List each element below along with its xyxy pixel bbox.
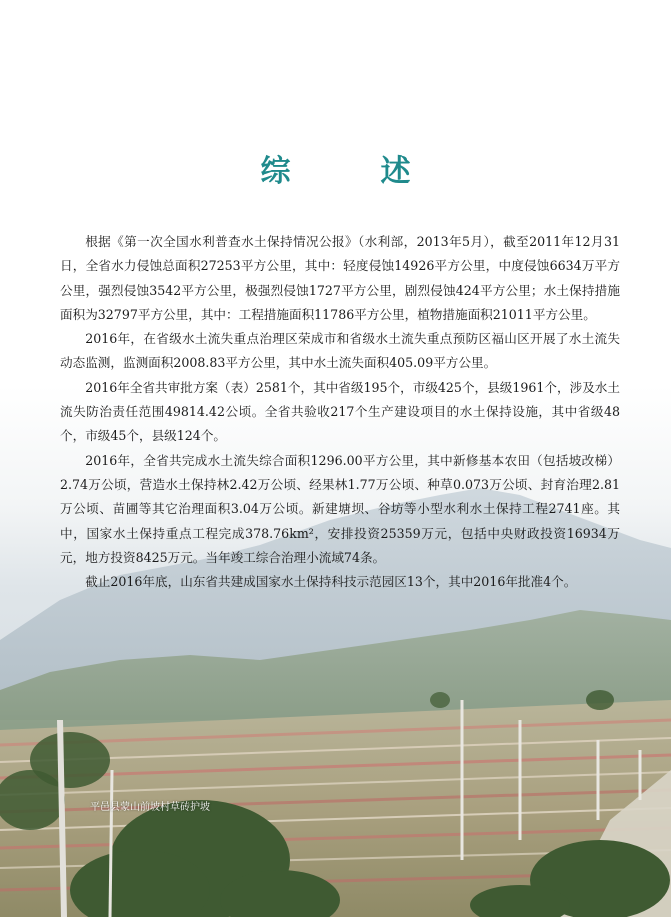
body-text bbox=[60, 230, 620, 594]
paragraph-2: 2016年，在省级水土流失重点治理区荣成市和省级水土流失重点预防区福山区开展了水土流失动态监测，监测面积2008.83平方公里，其中水土流失面积405.09平方公里。 bbox=[60, 331, 620, 371]
paragraph-4: 2016年，全省共完成水土流失综合面积1296.00平方公里，其中新修基本农田（包括坡改梯）2.74万公顷，营造水土保持林2.42万公顷、经果林1.77万公顷、种草0.073万公顷、封育治理2.81万公顷、苗圃等其它治理面积3.04万公顷。新建塘坝、谷坊等小型水利水土保持工程2741座。其中，国家水土保持重点工程完成378.76km²，安排投资25359万元，包括中央财政投资16934万元，地方投资8425万元。当年竣工综合治理小流域74条。 bbox=[60, 452, 620, 565]
paragraph-3: 2016年全省共审批方案（表）2581个，其中省级195个，市级425个，县级1961个，涉及水土流失防治责任范围49814.42公顷。全省共验收217个生产建设项目的水土保持设施，其中省级48个，市级45个，县级124个。 bbox=[60, 379, 620, 444]
paragraph-1: 根据《第一次全国水利普查水土保持情况公报》（水利部，2013年5月），截至2011年12月31日，全省水力侵蚀总面积27253平方公里，其中：轻度侵蚀14926平方公里，中度侵蚀6634万平方公里，强烈侵蚀3542平方公里，极强烈侵蚀1727平方公里，剧烈侵蚀424平方公里；水土保持措施面积为32797平方公里，其中：工程措施面积11786平方公里，植物措施面积21011平方公里。 bbox=[60, 234, 620, 322]
page-title: 综 述 bbox=[260, 154, 441, 189]
photo-caption: 平邑县蒙山前坡村草砖护坡 bbox=[90, 802, 210, 813]
paragraph-5: 截止2016年底，山东省共建成国家水土保持科技示范园区13个，其中2016年批准4个。 bbox=[85, 574, 577, 590]
